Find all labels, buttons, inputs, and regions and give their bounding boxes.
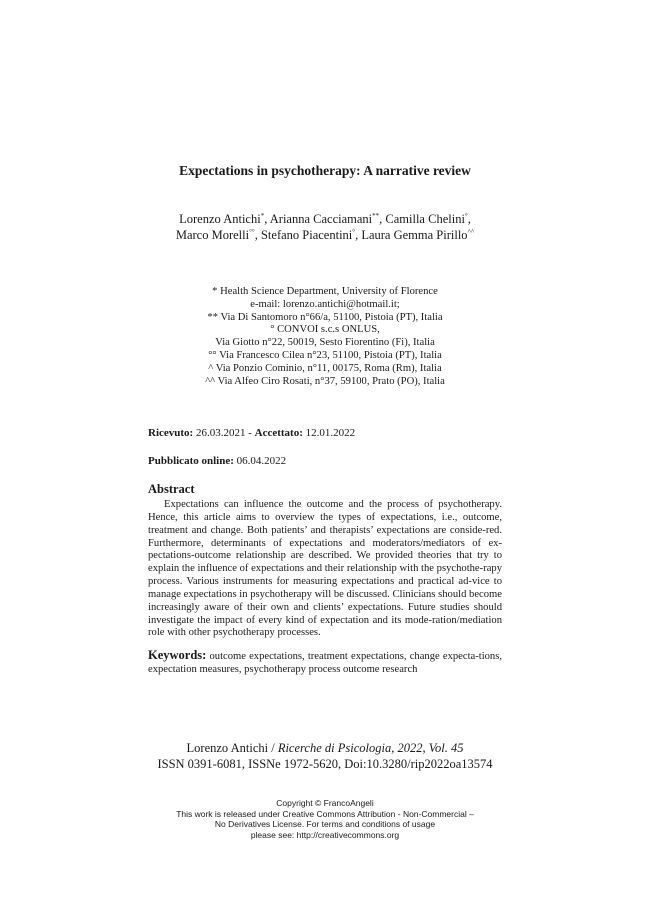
citation xyxy=(0,740,650,772)
affiliation-line: °° Via Francesco Cilea n°23, 51100, Pistoia (PT), Italia xyxy=(208,349,442,361)
citation-line xyxy=(0,740,650,756)
copyright-line: Copyright © FrancoAngeli xyxy=(276,798,374,808)
affiliation-line: ^^ Via Alfeo Ciro Rosati, n°37, 59100, Prato (PO), Italia xyxy=(205,375,445,387)
affiliation-line: * Health Science Department, University of Florence xyxy=(212,286,438,297)
keywords-text: outcome expectations, treatment expectations, change expecta-tions, expectation measures, psychotherapy process outcome research xyxy=(148,651,502,675)
author-mark: * xyxy=(260,211,265,220)
author-line-1: Lorenzo Antichi*, Arianna Cacciamani**, Camilla Chelini°, xyxy=(179,211,471,226)
author-line-2: Marco Morelli°°, Stefano Piacentini°, Laura Gemma Pirillo^^ xyxy=(175,227,475,242)
accepted-value: 12.01.2022 xyxy=(302,427,356,439)
affiliation-email: e-mail: lorenzo.antichi@hotmail.it; xyxy=(250,298,400,310)
affiliation-line: ° CONVOI s.c.s ONLUS, xyxy=(270,324,380,336)
received-accepted-dates xyxy=(148,427,355,439)
license-line: No Derivatives License. For terms and conditions of usage xyxy=(214,819,436,830)
online-value: 06.04.2022 xyxy=(233,455,287,467)
copyright-notice xyxy=(0,798,650,840)
affiliation-line: ** Via Di Santomoro n°66/a, 51100, Pistoia (PT), Italia xyxy=(207,311,443,323)
received-label: Ricevuto: xyxy=(148,427,194,439)
affiliation-line: ^ Via Ponzio Cominio, n°11, 00175, Roma (Rm), Italia xyxy=(208,362,442,374)
abstract-heading: Abstract xyxy=(148,482,195,496)
license-link-line: please see: http://creativecommons.org xyxy=(250,829,400,840)
author-name: Arianna Cacciamani xyxy=(269,212,373,226)
affiliation-line: Via Giotto n°22, 50019, Sesto Fiorentino (Fi), Italia xyxy=(215,337,435,349)
affiliations xyxy=(0,286,650,388)
citation-issn: ISSN 0391-6081, ISSNe 1972-5620, Doi:10.3280/rip2022oa13574 xyxy=(157,757,493,771)
paper-title: Expectations in psychotherapy: A narrative review xyxy=(179,163,471,178)
online-label: Pubblicato online: xyxy=(148,455,234,467)
received-value: 26.03.2021 - xyxy=(193,427,255,439)
keywords-label: Keywords: xyxy=(148,648,207,662)
abstract-text: Expectations can influence the outcome and the process of psychotherapy. Hence, this article aims to overview the types of expectations, i.e., outcome, treatment and change. Both patients’ and therapists’ expectations are conside-red. Furthermore, determinants of expectations and moderators/mediators of ex-pectations-outcome relationship are described. We provided theories that try to explain the influence of expectations and their relationship with the psychothe-rapy process. Various instruments for measuring expectations and practical ad-vice to manage expectations in psychotherapy will be discussed. Clinicians should become increasingly aware of their own and clients’ expectations. Future studies should investigate the impact of every kind of expectation and its mode-ration/mediation role with other psychotherapy processes. xyxy=(148,499,502,639)
author-name: Stefano Piacentini xyxy=(260,228,353,242)
keywords xyxy=(148,649,502,676)
citation-journal: Ricerche di Psicologia, 2022, Vol. 45 xyxy=(277,741,464,755)
author-name: Laura Gemma Pirillo xyxy=(361,228,468,242)
author-mark: °° xyxy=(249,227,255,236)
author-mark: ** xyxy=(372,211,380,220)
published-online-date xyxy=(148,455,286,467)
license-line: This work is released under Creative Commons Attribution - Non-Commercial – xyxy=(176,808,474,819)
citation-author: Lorenzo Antichi / xyxy=(186,741,278,755)
author-mark: ° xyxy=(464,211,468,220)
author-mark: ^^ xyxy=(467,227,475,236)
author-name: Marco Morelli xyxy=(175,228,250,242)
author-name: Lorenzo Antichi xyxy=(179,212,261,226)
author-mark: ° xyxy=(352,227,356,236)
author-name: Camilla Chelini xyxy=(385,212,465,226)
accepted-label: Accettato: xyxy=(254,427,303,439)
author-list xyxy=(0,211,650,243)
